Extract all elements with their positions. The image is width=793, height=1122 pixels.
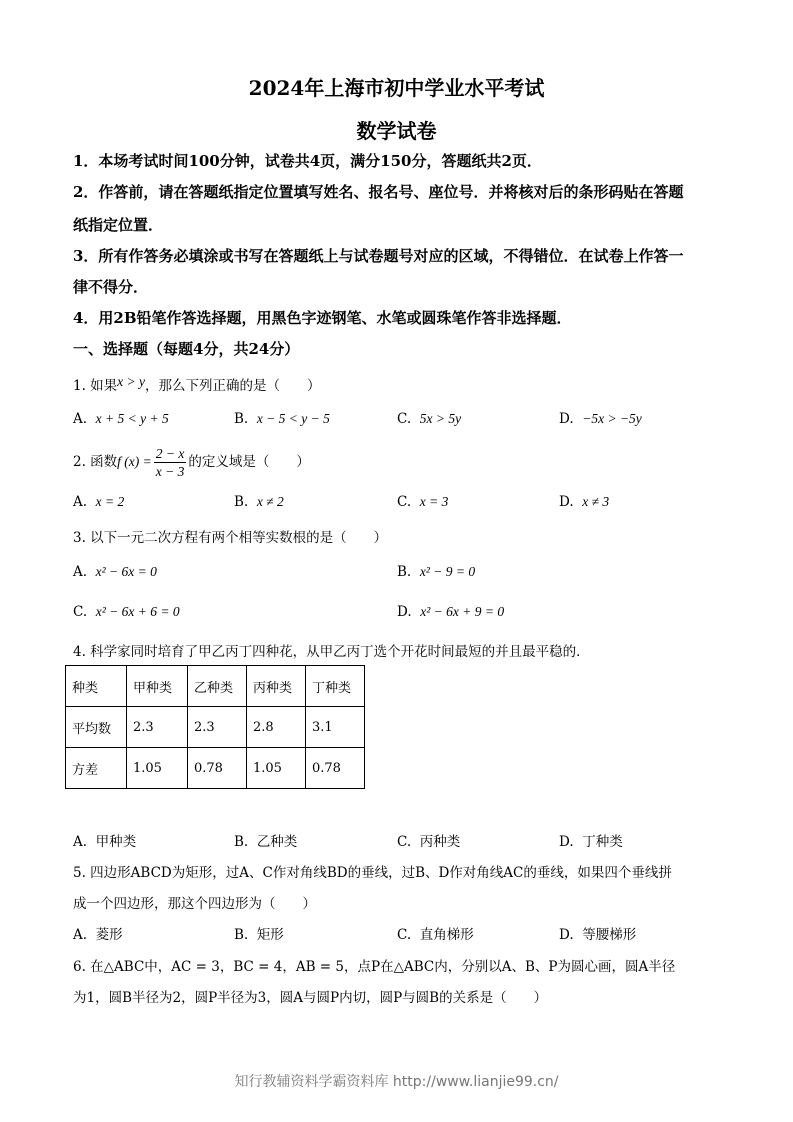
exam-title: 2024年上海市初中学业水平考试 bbox=[248, 76, 545, 100]
q1-option-b[interactable]: B. x − 5 < y − 5 bbox=[234, 411, 330, 427]
table-cell: 1.05 bbox=[247, 748, 306, 789]
table-cell: 2.3 bbox=[127, 707, 188, 748]
table-cell: 0.78 bbox=[188, 748, 247, 789]
q1-option-a[interactable]: A. x + 5 < y + 5 bbox=[73, 411, 169, 427]
table-cell: 2.3 bbox=[188, 707, 247, 748]
question-2: 2. 函数f (x) = $\frac{2 - x}{x - 3}$ 的定义域是（ ） bbox=[73, 446, 310, 479]
question-5-line-1: 5. 四边形ABCD为矩形，过A、C作对角线BD的垂线，过B、D作对角线AC的垂线，如果四个垂线拼 bbox=[73, 865, 672, 881]
data-table bbox=[65, 665, 365, 789]
question-6-line-1: 6. 在△ABC中，AC = 3，BC = 4，AB = 5，点P在△ABC内，分别以A、B、P为圆心画，圆A半径 bbox=[73, 959, 676, 975]
q2-option-a[interactable]: A. x = 2 bbox=[73, 494, 125, 510]
q5-option-a[interactable]: A. 菱形 bbox=[73, 927, 123, 943]
q3-option-a[interactable]: A. x² − 6x = 0 bbox=[73, 564, 157, 580]
table-cell: 平均数 bbox=[66, 707, 127, 748]
table-row bbox=[66, 666, 365, 707]
q2-option-b[interactable]: B. x ≠ 2 bbox=[234, 494, 284, 510]
note-1: 1．本场考试时间100分钟，试卷共4页，满分150分，答题纸共2页． bbox=[73, 152, 542, 170]
table-cell: 0.78 bbox=[306, 748, 365, 789]
table-cell: 甲种类 bbox=[127, 666, 188, 707]
q5-option-c[interactable]: C. 直角梯形 bbox=[397, 927, 474, 943]
table-cell: 方差 bbox=[66, 748, 127, 789]
q4-option-a[interactable]: A. 甲种类 bbox=[73, 834, 137, 850]
q4-option-d[interactable]: D. 丁种类 bbox=[559, 834, 623, 850]
table-cell: 1.05 bbox=[127, 748, 188, 789]
q3-option-c[interactable]: C. x² − 6x + 6 = 0 bbox=[73, 604, 180, 620]
note-2: 2．作答前，请在答题纸指定位置填写姓名、报名号、座位号．并将核对后的条形码贴在答题 bbox=[73, 183, 684, 201]
q3-option-b[interactable]: B. x² − 9 = 0 bbox=[397, 564, 476, 580]
question-1 bbox=[73, 374, 321, 394]
q5-option-b[interactable]: B. 矩形 bbox=[234, 927, 284, 943]
table-cell: 乙种类 bbox=[188, 666, 247, 707]
table-cell: 种类 bbox=[66, 666, 127, 707]
q4-option-b[interactable]: B. 乙种类 bbox=[234, 834, 298, 850]
question-6-line-2: 为1，圆B半径为2，圆P半径为3，圆A与圆P内切，圆P与圆B的关系是（ ） bbox=[73, 990, 548, 1006]
q1-stem-b: ，那么下列正确的是（ ） bbox=[145, 378, 321, 394]
note-3: 3．所有作答务必填涂或书写在答题纸上与试卷题号对应的区域，不得错位．在试卷上作答一 bbox=[73, 247, 684, 265]
q4-option-c[interactable]: C. 丙种类 bbox=[397, 834, 461, 850]
q2-fraction: $\frac{2 - x}{x - 3}$ bbox=[155, 446, 185, 479]
note-3-cont: 律不得分． bbox=[73, 278, 149, 296]
table-cell: 2.8 bbox=[247, 707, 306, 748]
table-cell: 3.1 bbox=[306, 707, 365, 748]
section-heading: 一、选择题（每题4分，共24分） bbox=[73, 340, 300, 358]
footer-watermark: 知行教辅资料学霸资料库 http://www.lianjie99.cn/ bbox=[234, 1074, 559, 1090]
q1-option-d[interactable]: D. −5x > −5y bbox=[559, 411, 642, 427]
table-cell: 丙种类 bbox=[247, 666, 306, 707]
q3-option-d[interactable]: D. x² − 6x + 9 = 0 bbox=[397, 604, 505, 620]
q2-function: f (x) = bbox=[117, 454, 152, 469]
q5-option-d[interactable]: D. 等腰梯形 bbox=[559, 927, 637, 943]
table-cell: 丁种类 bbox=[306, 666, 365, 707]
table-row bbox=[66, 748, 365, 789]
question-3: 3. 以下一元二次方程有两个相等实数根的是（ ） bbox=[73, 530, 388, 546]
q1-option-c[interactable]: C. 5x > 5y bbox=[397, 411, 462, 427]
q2-option-c[interactable]: C. x = 3 bbox=[397, 494, 449, 510]
note-2-cont: 纸指定位置． bbox=[73, 216, 164, 234]
note-4: 4．用2B铅笔作答选择题，用黑色字迹钢笔、水笔或圆珠笔作答非选择题． bbox=[73, 309, 572, 327]
q1-stem-a: 1. 如果 bbox=[73, 378, 118, 394]
question-5-line-2: 成一个四边形，那这个四边形为（ ） bbox=[73, 896, 316, 912]
exam-subtitle: 数学试卷 bbox=[356, 119, 437, 143]
q2-option-d[interactable]: D. x ≠ 3 bbox=[559, 494, 610, 510]
table-row bbox=[66, 707, 365, 748]
question-4: 4. 科学家同时培育了甲乙丙丁四种花，从甲乙丙丁选个开花时间最短的并且最平稳的． bbox=[73, 644, 590, 660]
q1-stem-math: x > y bbox=[117, 374, 146, 389]
